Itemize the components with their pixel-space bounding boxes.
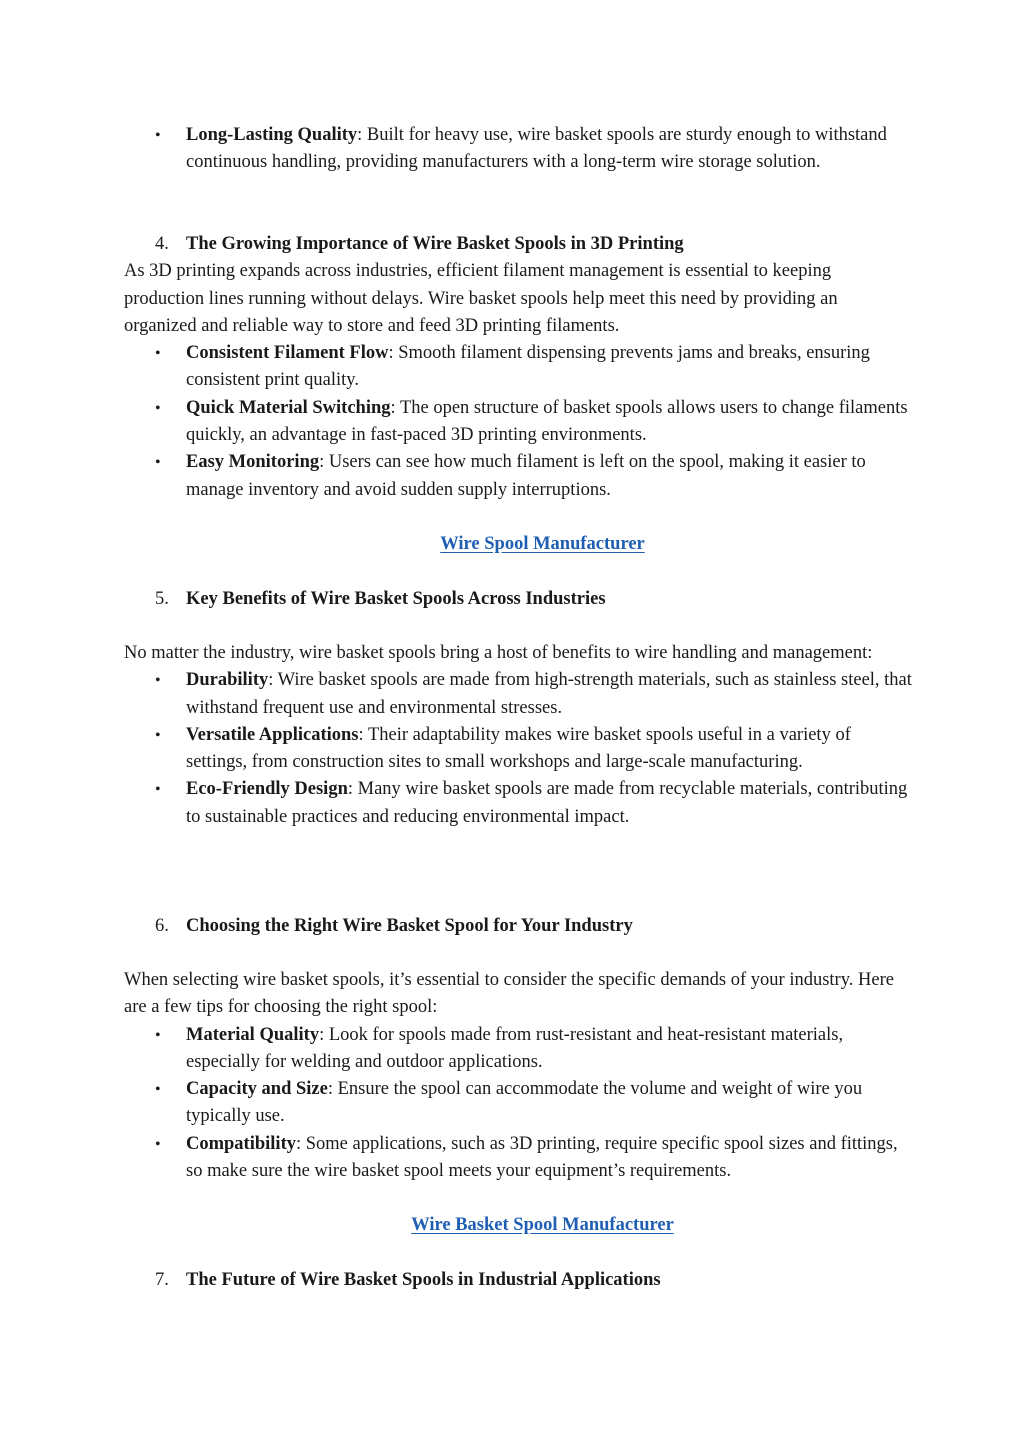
section-heading xyxy=(124,1267,914,1294)
item-text: : Smooth filament dispensing prevents jams and breaks, ensuring consistent print quality. xyxy=(186,343,870,391)
section-7 xyxy=(124,1267,914,1294)
bullet-icon: • xyxy=(155,1135,161,1153)
item-term: Consistent Filament Flow xyxy=(186,343,389,364)
item-term: Versatile Applications xyxy=(186,724,359,745)
item-text: : The open structure of basket spools allows users to change filaments quickly, an advantage in fast-paced 3D printing environments. xyxy=(186,397,908,446)
section-4 xyxy=(124,231,914,504)
bullet-icon: • xyxy=(155,399,161,417)
bullet-icon: • xyxy=(155,454,161,472)
item-term: Eco-Friendly Design xyxy=(186,779,348,800)
item-term: Easy Monitoring xyxy=(186,452,320,473)
item-term: Durability xyxy=(186,670,269,691)
section-number: 7. xyxy=(155,1270,169,1290)
bullet-list xyxy=(124,1022,914,1186)
section-number: 4. xyxy=(155,234,169,254)
section-intro: No matter the industry, wire basket spools bring a host of benefits to wire handling and management: xyxy=(124,643,873,663)
section-title: Choosing the Right Wire Basket Spool for Your Industry xyxy=(186,916,633,936)
list-item xyxy=(124,340,914,395)
section-heading xyxy=(124,913,914,940)
wire-spool-manufacturer-link[interactable]: Wire Spool Manufacturer xyxy=(440,534,645,554)
bullet-icon: • xyxy=(155,1026,161,1044)
item-term: Compatibility xyxy=(186,1133,296,1154)
bullet-list xyxy=(124,667,914,831)
section-5 xyxy=(124,586,914,613)
item-text: : Users can see how much filament is left on the spool, making it easier to manage inventory and avoid sudden supply interruptions. xyxy=(186,452,866,500)
list-item xyxy=(124,1022,914,1077)
section-3-tail xyxy=(124,122,914,177)
item-text: : Ensure the spool can accommodate the volume and weight of wire you typically use. xyxy=(186,1079,863,1127)
item-text: : Wire basket spools are made from high-strength materials, such as stainless steel, that withstand frequent use and environmental stresses. xyxy=(186,670,912,718)
bullet-icon: • xyxy=(155,127,161,144)
list-item xyxy=(124,449,914,504)
section-5-body xyxy=(124,640,914,831)
item-text: : Many wire basket spools are made from recyclable materials, contributing to sustainable practices and reducing environmental impact. xyxy=(186,779,908,827)
section-number: 5. xyxy=(155,589,169,609)
section-intro: As 3D printing expands across industries, efficient filament management is essential to keeping production lines running without delays. Wire basket spools help meet this need by providing an organized and reliable way to store and feed 3D printing filaments. xyxy=(124,261,838,336)
list-item xyxy=(124,667,914,722)
list-item xyxy=(124,776,914,831)
section-intro: When selecting wire basket spools, it’s essential to consider the specific demands of your industry. Here are a few tips for choosing the right spool: xyxy=(124,970,894,1018)
section-title: The Future of Wire Basket Spools in Industrial Applications xyxy=(186,1270,661,1290)
bullet-list xyxy=(124,340,914,504)
section-heading xyxy=(124,586,914,613)
list-item xyxy=(124,1076,914,1131)
section-title: Key Benefits of Wire Basket Spools Across Industries xyxy=(186,589,606,609)
item-text: : Built for heavy use, wire basket spools are sturdy enough to withstand continuous handling, providing manufacturers with a long-term wire storage solution. xyxy=(186,125,887,173)
bullet-icon: • xyxy=(155,672,161,690)
item-text: : Some applications, such as 3D printing, require specific spool sizes and fittings, so make sure the wire basket spool meets your equipment’s requirements. xyxy=(186,1133,898,1182)
bullet-list xyxy=(124,122,914,177)
list-item xyxy=(124,722,914,777)
section-title: The Growing Importance of Wire Basket Spools in 3D Printing xyxy=(186,234,684,254)
section-number: 6. xyxy=(155,916,169,936)
list-item xyxy=(124,122,914,177)
bullet-icon: • xyxy=(155,726,161,744)
bullet-icon: • xyxy=(155,345,161,363)
bullet-icon: • xyxy=(155,1081,161,1099)
item-text: : Look for spools made from rust-resistant and heat-resistant materials, especially for welding and outdoor applications. xyxy=(186,1024,844,1072)
section-6-body xyxy=(124,967,914,1185)
item-text: : Their adaptability makes wire basket spools useful in a variety of settings, from construction sites to small workshops and large-scale manufacturing. xyxy=(186,724,851,773)
wire-basket-spool-manufacturer-link[interactable]: Wire Basket Spool Manufacturer xyxy=(411,1215,674,1235)
item-term: Capacity and Size xyxy=(186,1079,328,1100)
item-term: Long-Lasting Quality xyxy=(186,125,358,145)
item-term: Quick Material Switching xyxy=(186,397,391,418)
item-term: Material Quality xyxy=(186,1024,320,1045)
section-heading xyxy=(124,231,914,258)
section-6 xyxy=(124,913,914,940)
bullet-icon: • xyxy=(155,781,161,799)
list-item xyxy=(124,1131,914,1186)
list-item xyxy=(124,395,914,450)
